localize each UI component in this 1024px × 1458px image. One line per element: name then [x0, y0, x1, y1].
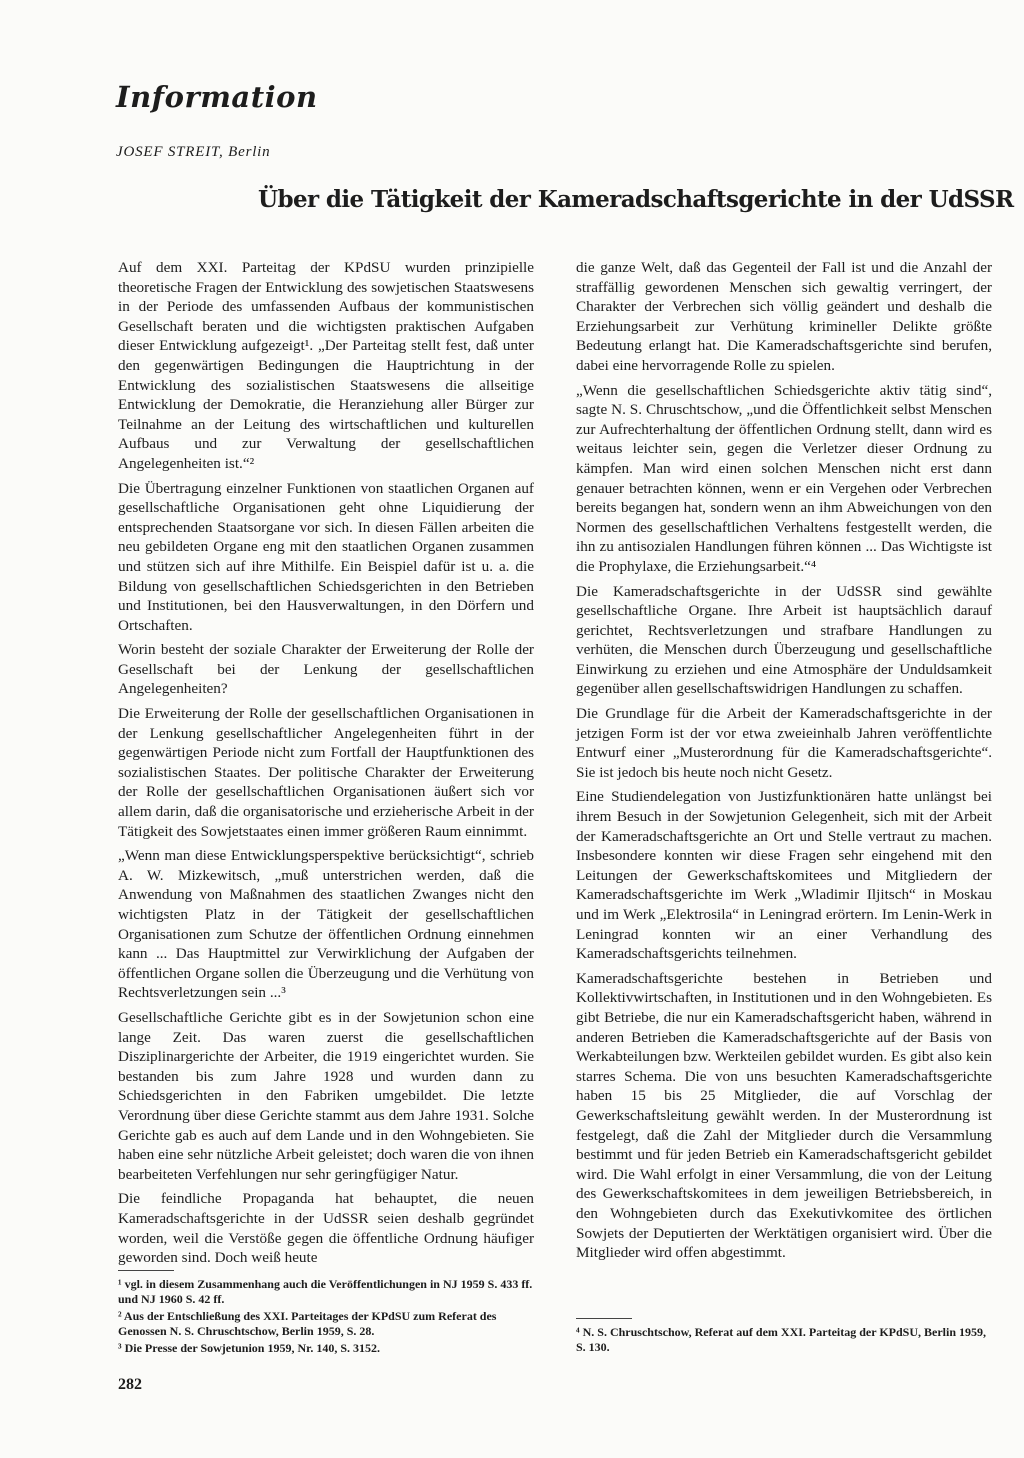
page-number: 282 — [118, 1376, 142, 1393]
footnote-rule — [118, 1270, 174, 1271]
paragraph: Eine Studiendelegation von Justizfunktionären hatte unlängst bei ihrem Besuch in der Sowjetunion Gelegenheit, sich mit der Arbeit der Kameradschaftsgerichte an Ort und Stelle vertraut zu machen. Insbesondere konnten wir diese Fragen sehr eingehend mit den Leitungen der Gewerkschaftskomitees und Mitgliedern der Kameradschaftsgerichte im Werk „Wladimir Iljitsch“ in Moskau und im Werk „Elektrosila“ in Leningrad erörtern. Im Lenin-Werk in Leningrad konnten wir an einer Verhandlung des Kameradschaftsgerichts teilnehmen. — [576, 788, 992, 963]
footnote-rule — [576, 1318, 632, 1319]
footnote: ³ Die Presse der Sowjetunion 1959, Nr. 140, S. 3152. — [118, 1341, 381, 1356]
footnotes-right — [576, 1318, 992, 1357]
paragraph: Kameradschaftsgerichte bestehen in Betrieben und Kollektivwirtschaften, in Institutionen und in den Wohngebieten. Es gibt Betriebe, die nur ein Kameradschaftsgericht haben, während in anderen Betrieben die Kameradschaftsgerichte auf der Basis von Werkabteilungen bzw. Werkteilen gebildet wurden. Es gibt also kein starres Schema. Die von uns besuchten Kameradschaftsgerichte haben 15 bis 25 Mitglieder, die auf Vorschlag der Gewerkschaftsleitung gewählt werden. In der Musterordnung ist festgelegt, daß die Zahl der Mitglieder durch die Versammlung bestimmt und für jeden Betrieb ein Kameradschaftsgericht gebildet wird. Die Wahl erfolgt in einer Versammlung, die von der Leitung des Gewerkschaftskomitees in dem jeweiligen Betriebsbereich, in den Wohngebieten durch das Exekutivkomitee des örtlichen Sowjets der Deputierten der Werktätigen organisiert wird. Über die Mitglieder wird offen abgestimmt. — [576, 969, 992, 1262]
footnote: ² Aus der Entschließung des XXI. Parteitages der KPdSU zum Referat des Genossen N. S. Chruschtschow, Berlin 1959, S. 28. — [118, 1309, 497, 1338]
paragraph: Worin besteht der soziale Charakter der Erweiterung der Rolle der Gesellschaft bei der Lenkung der gesellschaftlichen Angelegenheiten? — [118, 641, 534, 698]
paragraph: Die feindliche Propaganda hat behauptet, die neuen Kameradschaftsgerichte in der UdSSR seien deshalb gegründet worden, weil die Verstöße gegen die öffentliche Ordnung häufiger geworden sind. Doch weiß heute — [118, 1190, 534, 1267]
paragraph: Auf dem XXI. Parteitag der KPdSU wurden prinzipielle theoretische Fragen der Entwicklung des sowjetischen Staatswesens in der Periode des umfassenden Aufbaus der kommunistischen Gesellschaft beraten und die wichtigsten praktischen Aufgaben dieser Entwicklung aufgezeigt¹. „Der Parteitag stellt fest, daß unter den gegenwärtigen Bedingungen die Hauptrichtung in der Entwicklung des sozialistischen Staatswesens die allseitige Entwicklung der Demokratie, die Heranziehung aller Bürger zur Teilnahme an der Leitung des wirtschaftlichen und kulturellen Aufbaus und zur Verwaltung der gesellschaftlichen Angelegenheiten ist.“² — [118, 259, 534, 472]
article-title: Über die Tätigkeit der Kameradschaftsgerichte in der UdSSR — [258, 186, 1014, 213]
section-label: Information — [116, 80, 318, 114]
paragraph: Die Erweiterung der Rolle der gesellschaftlichen Organisationen in der Lenkung gesellschaftlicher Angelegenheiten führt in der gegenwärtigen Periode nicht zum Fortfall der Hauptfunktionen des sozialistischen Staates. Der politische Charakter der Erweiterung der Rolle der gesellschaftlichen Organisationen äußert sich vor allem darin, daß die organisatorische und erzieherische Arbeit in der Tätigkeit des Sowjetstaates einen immer größeren Raum einnimmt. — [118, 705, 534, 840]
paragraph: „Wenn man diese Entwicklungsperspektive berücksichtigt“, schrieb A. W. Mizkewitsch, „muß unterstrichen werden, daß die Anwendung von Maßnahmen des staatlichen Zwanges nicht den wichtigsten Platz in der Tätigkeit der gesellschaftlichen Organisationen zum Schutze der öffentlichen Ordnung einnehmen kann ... Das Hauptmittel zur Verwirklichung der Aufgaben der öffentlichen Organe sollen die Überzeugung und die Verhütung von Rechtsverletzungen sein ...³ — [118, 847, 534, 1002]
author-line: JOSEF STREIT, Berlin — [116, 144, 271, 160]
right-column — [576, 258, 992, 1268]
footnotes-left — [118, 1270, 534, 1359]
paragraph: Die Übertragung einzelner Funktionen von staatlichen Organen auf gesellschaftliche Organisationen geht ohne Liquidierung der entsprechenden Staatsorgane vor sich. In diesen Fällen arbeiten die neu gebildeten Organe eng mit den staatlichen Organen zusammen und stützen sich auf ihre Mithilfe. Ein Beispiel dafür ist u. a. die Bildung von gesellschaftlichen Schiedsgerichten in den Betrieben und Institutionen, bei den Hausverwaltungen, in den Dörfern und Ortschaften. — [118, 479, 534, 634]
paragraph: die ganze Welt, daß das Gegenteil der Fall ist und die Anzahl der straffällig gewordenen Menschen sich gewaltig verringert, der Charakter der Verbrechen sich völlig geändert und deshalb die Erziehungsarbeit zur Verhütung krimineller Delikte größte Bedeutung erlangt hat. Die Kameradschaftsgerichte sind berufen, dabei eine hervorragende Rolle zu spielen. — [576, 259, 992, 374]
footnote: ¹ vgl. in diesem Zusammenhang auch die Veröffentlichungen in NJ 1959 S. 433 ff. und NJ 1960 S. 42 ff. — [118, 1277, 533, 1306]
paragraph: Die Kameradschaftsgerichte in der UdSSR sind gewählte gesellschaftliche Organe. Ihre Arbeit ist hauptsächlich darauf gerichtet, Rechtsverletzungen und strafbare Handlungen zu verhüten, die Menschen durch Überzeugung und gesellschaftliche Einwirkung zu erziehen und eine Atmosphäre der Unduldsamkeit gegenüber allen gesellschaftswidrigen Handlungen zu schaffen. — [576, 582, 992, 698]
left-column — [118, 258, 534, 1273]
paragraph: „Wenn die gesellschaftlichen Schiedsgerichte aktiv tätig sind“, sagte N. S. Chruschtschow, „und die Öffentlichkeit selbst Menschen zur Aufrechterhaltung der öffentlichen Ordnung stellt, dann wird es weitaus leichter sein, gegen die Verletzer dieser Ordnung zu kämpfen. Man wird einen solchen Menschen nicht erst dann genauer betrachten können, wenn er ein Vergehen oder Verbrechen bereits begangen hat, sondern wenn an ihm Abweichungen von den Normen des gesellschaftlichen Verhaltens festgestellt werden, die ihn zu antisozialen Handlungen führen können ... Das Wichtigste ist die Prophylaxe, die Erziehungsarbeit.“⁴ — [576, 381, 992, 575]
footnote: ⁴ N. S. Chruschtschow, Referat auf dem XXI. Parteitag der KPdSU, Berlin 1959, S. 130. — [576, 1325, 987, 1354]
paragraph: Die Grundlage für die Arbeit der Kameradschaftsgerichte in der jetzigen Form ist der vor etwa zweieinhalb Jahren veröffentlichte Entwurf einer „Musterordnung für die Kameradschaftsgerichte“. Sie ist jedoch bis heute noch nicht Gesetz. — [576, 705, 992, 781]
paragraph: Gesellschaftliche Gerichte gibt es in der Sowjetunion schon eine lange Zeit. Das waren zuerst die gesellschaftlichen Disziplinargerichte der Arbeiter, die 1919 eingerichtet wurden. Sie bestanden bis zum Jahre 1928 und wurden dann zu Schiedsgerichten in den Fabriken umgebildet. Die letzte Verordnung über diese Gerichte stammt aus dem Jahre 1931. Solche Gerichte gab es auch auf dem Lande und in den Wohngebieten. Sie haben eine sehr nützliche Arbeit geleistet; doch waren die von ihnen bearbeiteten Verfehlungen nur sehr geringfügiger Natur. — [118, 1008, 534, 1183]
